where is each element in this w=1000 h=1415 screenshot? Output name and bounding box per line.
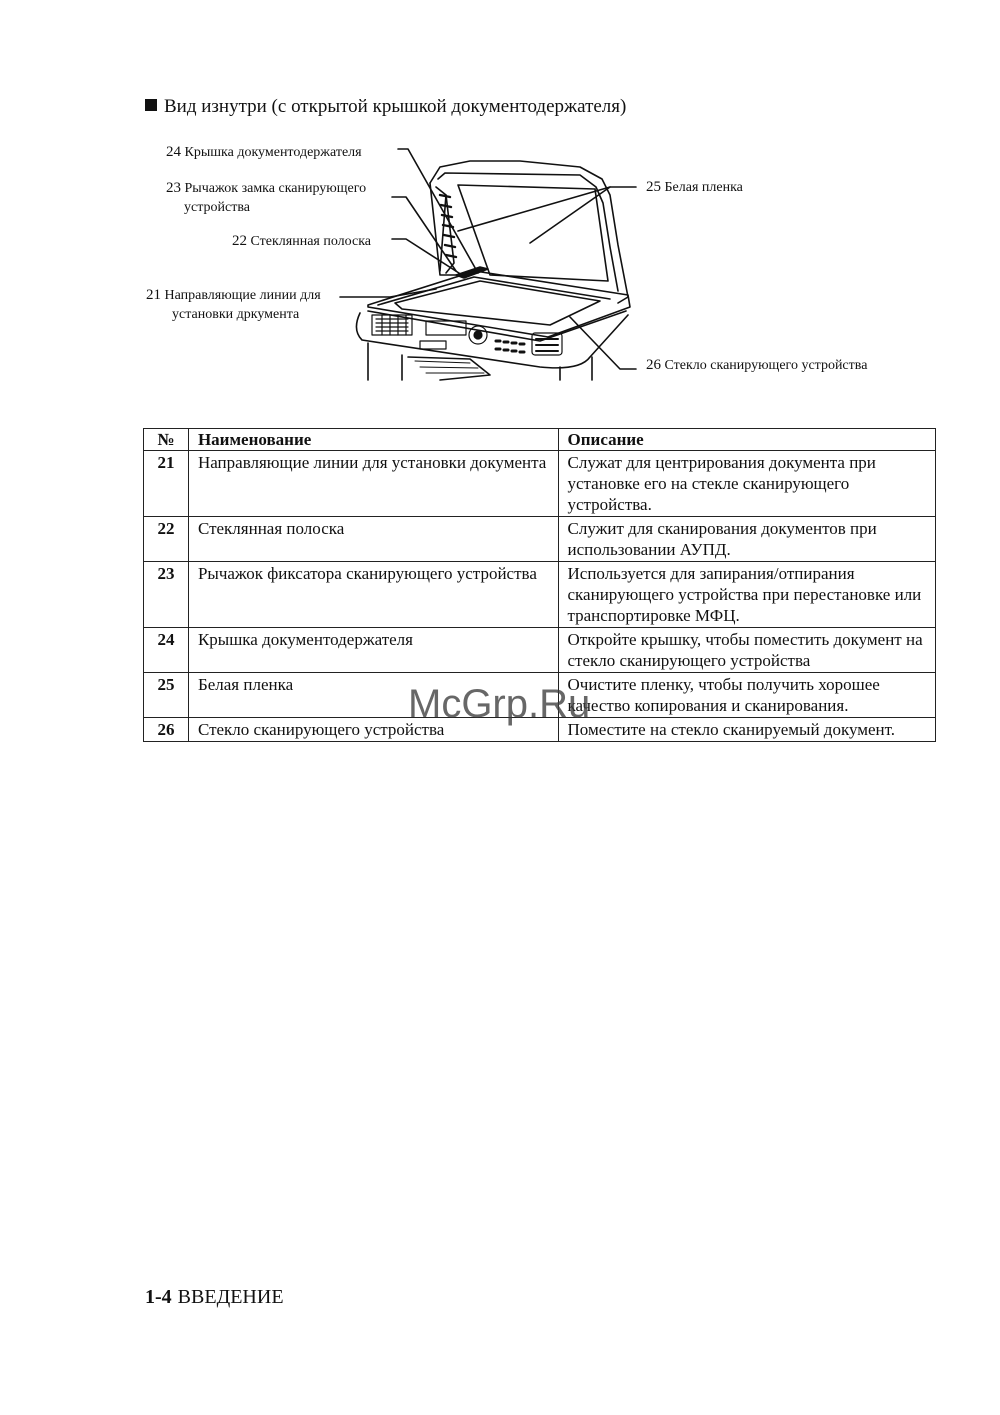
- row-name: Белая пленка: [188, 673, 558, 718]
- table-row: [144, 451, 936, 517]
- callout-22: 22 Стеклянная полоска: [232, 233, 372, 249]
- square-bullet-icon: [145, 99, 157, 111]
- scanner-glass: [395, 281, 600, 325]
- row-description: Служит для сканирования документов при использовании АУПД.: [558, 517, 936, 562]
- row-description: Поместите на стекло сканируемый документ.: [558, 718, 936, 742]
- row-description: Откройте крышку, чтобы поместить документ на стекло сканирующего устройства: [558, 628, 936, 673]
- header-description: Описание: [558, 429, 936, 451]
- row-description: Служат для центрирования документа при установке его на стекле сканирующего устройства.: [558, 451, 936, 517]
- row-name: Крышка документодержателя: [188, 628, 558, 673]
- row-description: Используется для запирания/отпирания сканирующего устройства при перестановке или транспортировке МФЦ.: [558, 562, 936, 628]
- callout-24: 24 Крышка документодержателя: [166, 144, 362, 160]
- callout-23: 23 Рычажок замка сканирующего устройства: [166, 180, 367, 215]
- section-heading-text: Вид изнутри (с открытой крышкой документодержателя): [164, 96, 627, 117]
- row-name: Рычажок фиксатора сканирующего устройства: [188, 562, 558, 628]
- header-name: Наименование: [188, 429, 558, 451]
- row-name: Стеклянная полоска: [188, 517, 558, 562]
- mfc-drawing: [140, 135, 920, 385]
- callout-25: 25 Белая пленка: [646, 179, 743, 195]
- row-name: Стекло сканирующего устройства: [188, 718, 558, 742]
- table-header-row: [144, 429, 936, 451]
- control-panel: [356, 313, 628, 368]
- row-description: Очистите пленку, чтобы получить хорошее качество копирования и сканирования.: [558, 673, 936, 718]
- table-row: [144, 517, 936, 562]
- row-name: Направляющие линии для установки документа: [188, 451, 558, 517]
- section-name: ВВЕДЕНИЕ: [177, 1286, 284, 1308]
- watermark: McGrp.Ru: [408, 682, 591, 726]
- callout-21: 21 Направляющие линии для установки дркумента: [146, 287, 321, 322]
- row-number: 24: [144, 628, 189, 673]
- row-number: 21: [144, 451, 189, 517]
- device-illustration: [140, 135, 920, 385]
- header-number: №: [144, 429, 189, 451]
- page-footer: [145, 1286, 284, 1309]
- callout-26: 26 Стекло сканирующего устройства: [646, 357, 868, 373]
- table-row: [144, 562, 936, 628]
- row-number: 26: [144, 718, 189, 742]
- table-row: [144, 628, 936, 673]
- row-number: 25: [144, 673, 189, 718]
- row-number: 22: [144, 517, 189, 562]
- leader-23: [392, 197, 456, 271]
- page-number: 1-4: [145, 1286, 172, 1308]
- section-heading: [145, 96, 626, 118]
- row-number: 23: [144, 562, 189, 628]
